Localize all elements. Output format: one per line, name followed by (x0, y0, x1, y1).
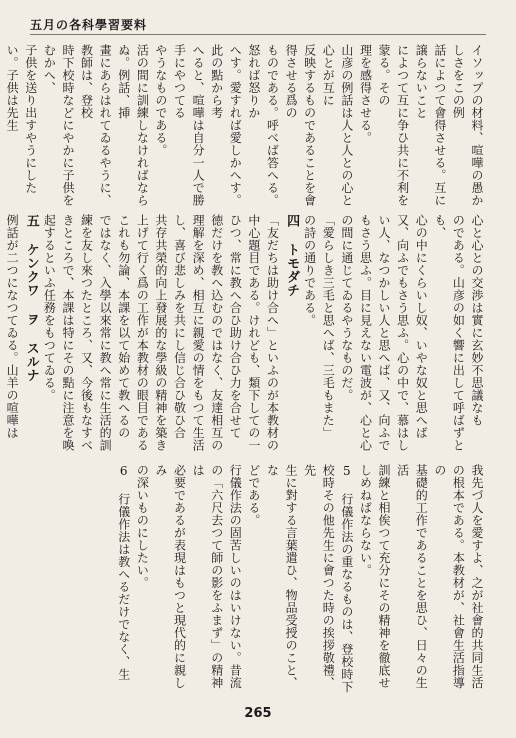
tier-middle-text (5, 214, 486, 454)
text-line: ものである。呼べば答へる。怒れば怒りか (246, 44, 280, 207)
text-line: へす。愛すれば愛しかへす。此の點から考 (209, 44, 243, 207)
header-rule (30, 34, 486, 35)
text-line: これも勿論、本課を以て始めて教へるの (116, 214, 131, 439)
text-tier-bottom (30, 464, 486, 694)
text-line: 時下校時などにやかに子供をむかへ、 (42, 44, 75, 207)
text-line: 6 行儀作法は教へるだけでなく、生 (116, 464, 131, 681)
text-line: 「友だちは助け合へ」といふのが本教材の (265, 214, 280, 452)
page-number: 265 (244, 706, 272, 721)
text-line: 基礎的工作であることを思ひ、日々の生活 (395, 464, 429, 689)
text-line: 反映するものであることを會得させる爲の (284, 44, 317, 207)
text-tier-middle (5, 214, 486, 454)
text-line: やうなものである。 (153, 44, 168, 157)
text-line: の「六尺去つて師の影をふまず」の精神は (191, 464, 224, 689)
text-line: 又、向ふでもさう思ふ。心の中で、慕はし (395, 214, 410, 452)
text-line: 上げて行く爲の工作が本教材の眼目である (135, 214, 150, 452)
text-line: ひつ、常に教へ合ひ助け合ひ力を合せて (228, 214, 243, 439)
text-line: 練を友し來つたところ、又、今後もなすべ (79, 214, 94, 452)
text-line: 5 行儀作法の重なるものは、登校時下 (339, 464, 354, 693)
text-line: 活の間に訓練しなければならぬ。例話、挿 (116, 44, 150, 207)
text-line: の間に通じてゐるやうなものだ。 (339, 214, 354, 402)
text-line: しめねばならない。 (358, 464, 373, 577)
text-line: 生に對する言葉遣ひ、物品受授のこと、な (265, 464, 299, 689)
text-line: 「愛らしき三毛と思へば、三毛もまた」 (321, 214, 336, 439)
text-line: の根本である。本教材が、社會生活指導の (432, 464, 466, 689)
text-line: 校時その他先生に會つた時の挨拶敬禮、先 (302, 464, 336, 689)
text-line: もさう思ふ。目に見えない電波が、心と心 (358, 214, 373, 452)
text-line: の詩の通りである。 (302, 214, 317, 327)
text-line: イソップの材料、喧嘩の愚かしさをこの例 (451, 44, 484, 207)
text-line: 徳だけを教へ込むのではなく、友達相互の (209, 214, 224, 452)
running-header: 五月の各科學習要料 (30, 18, 148, 32)
text-line: 行儀作法の固苦しいのはいけない。昔流 (228, 464, 243, 689)
text-line: 畫にあらはれてゐるやうに、教師は、登校 (79, 44, 113, 207)
text-line: ではなく、入學以來常に教へ常に生活的訓 (98, 214, 113, 452)
text-line: 話によつて會得させる。互に譲らないこと (414, 44, 447, 207)
text-line: 山彦の例話は人と人との心と心とが互に (321, 44, 354, 207)
text-line: どである。 (246, 464, 261, 527)
text-line: 必要であるが表現はもつと現代的に親しみ (153, 464, 187, 689)
text-line: の深いものにしたい。 (135, 464, 150, 589)
text-line: 子供を送り出すやうにしたい。子供は先生 (5, 44, 38, 194)
text-line: 心の中にくらいし奴、いやな奴と思へば (414, 214, 429, 439)
text-line: 共存共榮的向上發展的な學級の精神を築き (153, 214, 168, 452)
text-line (0, 44, 3, 208)
tier-bottom-text (30, 464, 486, 694)
text-line: のである。山彦の如く響に出して呼ばずとも、 (432, 214, 466, 452)
text-line: 四 トモダチ (284, 214, 300, 297)
text-line: し、喜び悲しみを共にし信じ合ひ敬ひ合 (172, 214, 187, 439)
text-line: によつて互に争ひ共に不利を蒙る。その (377, 44, 410, 207)
text-line: 中心題目である。けれども、類下しての一 (246, 214, 261, 452)
text-line: きところで、本課は特にその點に注意を喚 (60, 214, 75, 452)
text-line: 訓練と相俟つて充分にその精神を徹底せ (377, 464, 392, 689)
text-line: 心と心との交渉は實に玄妙不思議なも (470, 214, 484, 427)
text-tier-top (5, 44, 486, 208)
text-line: 五 ケンクワ ヲ スルナ (23, 214, 39, 382)
text-line (0, 214, 3, 454)
text-line: へると、喧嘩は自分一人で勝手にやつてる (172, 44, 206, 207)
tier-top-text (5, 44, 486, 208)
text-line: 起するといふ任務をもつてゐる。 (42, 214, 57, 402)
text-line: い人、なつかしい人と思へば、又、向ふで (377, 214, 392, 452)
text-line: 理解を深め、相互に親愛の情をもつて生活 (191, 214, 206, 452)
text-line: 例話が二つになつてゐる。山羊の喧嘩は (5, 214, 20, 439)
text-line: 我先づ人を愛すよ、之が社會的共同生活 (470, 464, 484, 689)
text-line: 理を感得させる。 (358, 44, 373, 144)
